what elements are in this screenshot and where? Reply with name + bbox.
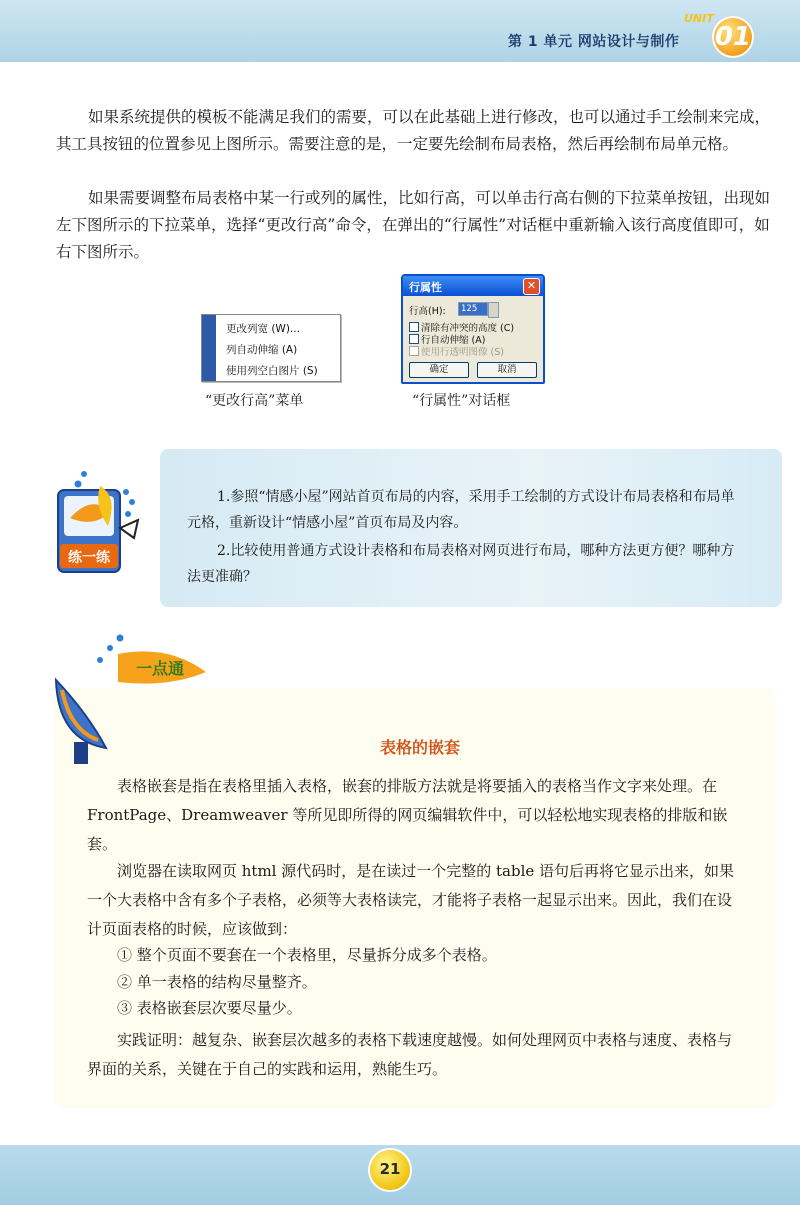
ok-button[interactable]: 确定: [409, 362, 469, 378]
menu-figure-caption: “更改行高”菜单: [205, 393, 304, 409]
knowledge-paragraph-2: 浏览器在读取网页 html 源代码时，是在读过一个完整的 table 语句后再将它显示出来，如果一个大表格中含有多个子表格，必须等大表格读完，才能将子表格一起显示出来。因此，我们在设计页面表格的时候，应该做到：: [87, 862, 735, 938]
practice-item-2: 2.比较使用普通方式设计表格和布局表格对网页进行布局，哪种方法更方便？哪种方法更准确？: [187, 543, 735, 585]
unit-word: UNIT: [684, 12, 714, 25]
menu-side-stripe: [202, 315, 216, 381]
clear-height-label: 清除有冲突的高度 (C): [421, 323, 515, 334]
row-properties-dialog: [401, 274, 545, 384]
row-height-input[interactable]: 125: [458, 302, 488, 316]
knowledge-list-item-2: ② 单一表格的结构尽量整齐。: [117, 973, 317, 991]
spinner-arrows-icon[interactable]: [488, 302, 499, 318]
knowledge-paragraph-3: 实践证明：越复杂、嵌套层次越多的表格下载速度越慢。如何处理网页中表格与速度、表格与界面的关系，关键在于自己的实践和运用，熟能生巧。: [87, 1031, 733, 1078]
menu-item-auto-stretch[interactable]: 列自动伸缩 (A): [226, 344, 298, 356]
practice-item-1: 1.参照“情感小屋”网站首页布局的内容，采用手工绘制的方式设计布局表格和布局单元格，重新设计“情感小屋”首页布局及内容。: [187, 489, 735, 531]
dialog-figure-caption: “行属性”对话框: [412, 393, 511, 409]
unit-logo: [684, 4, 764, 60]
knowledge-list-item-1: ① 整个页面不要套在一个表格里，尽量拆分成多个表格。: [117, 946, 497, 964]
auto-stretch-checkbox[interactable]: [409, 334, 419, 344]
page-header: [0, 0, 800, 62]
transparent-image-label: 使用行透明图像 (S): [421, 347, 504, 358]
page-number: 21: [370, 1150, 410, 1190]
dialog-titlebar: [403, 276, 543, 296]
close-icon[interactable]: ✕: [523, 278, 540, 295]
knowledge-list-item-3: ③ 表格嵌套层次要尽量少。: [117, 999, 302, 1017]
knowledge-title: 表格的嵌套: [379, 738, 460, 757]
menu-item-spacer-image[interactable]: 使用列空白图片 (S): [226, 365, 318, 377]
body-paragraph-1: 如果系统提供的模板不能满足我们的需要，可以在此基础上进行修改，也可以通过手工绘制来完成，其工具按钮的位置参见上图所示。需要注意的是，一定要先绘制布局表格，然后再绘制布局单元格。: [56, 108, 771, 153]
knowledge-badge-label: 一点通: [135, 659, 185, 678]
body-paragraph-2: 如果需要调整布局表格中某一行或列的属性，比如行高，可以单击行高右侧的下拉菜单按钮，出现如左下图所示的下拉菜单，选择“更改行高”命令，在弹出的“行属性”对话框中重新输入该行高度值即可，如右下图所示。: [56, 189, 771, 261]
cancel-button[interactable]: 取消: [477, 362, 537, 378]
clear-height-checkbox[interactable]: [409, 322, 419, 332]
dropdown-menu-figure: [201, 314, 341, 382]
auto-stretch-label: 行自动伸缩 (A): [421, 335, 486, 346]
transparent-image-checkbox[interactable]: [409, 346, 419, 356]
row-height-label: 行高(H):: [409, 306, 446, 317]
fish-icon: [48, 466, 158, 586]
unit-title: 第 1 单元 网站设计与制作: [508, 34, 680, 50]
dialog-title: 行属性: [409, 281, 442, 294]
practice-badge-label: 练一练: [68, 550, 110, 566]
knowledge-paragraph-1: 表格嵌套是指在表格里插入表格，嵌套的排版方法就是将要插入的表格当作文字来处理。在 FrontPage、Dreamweaver 等所见即所得的网页编辑软件中，可以轻松地实现表格的排版和嵌套。: [87, 777, 728, 853]
unit-number-badge: 01: [712, 16, 754, 58]
menu-item-change-column-width[interactable]: 更改列宽 (W)...: [226, 323, 300, 335]
